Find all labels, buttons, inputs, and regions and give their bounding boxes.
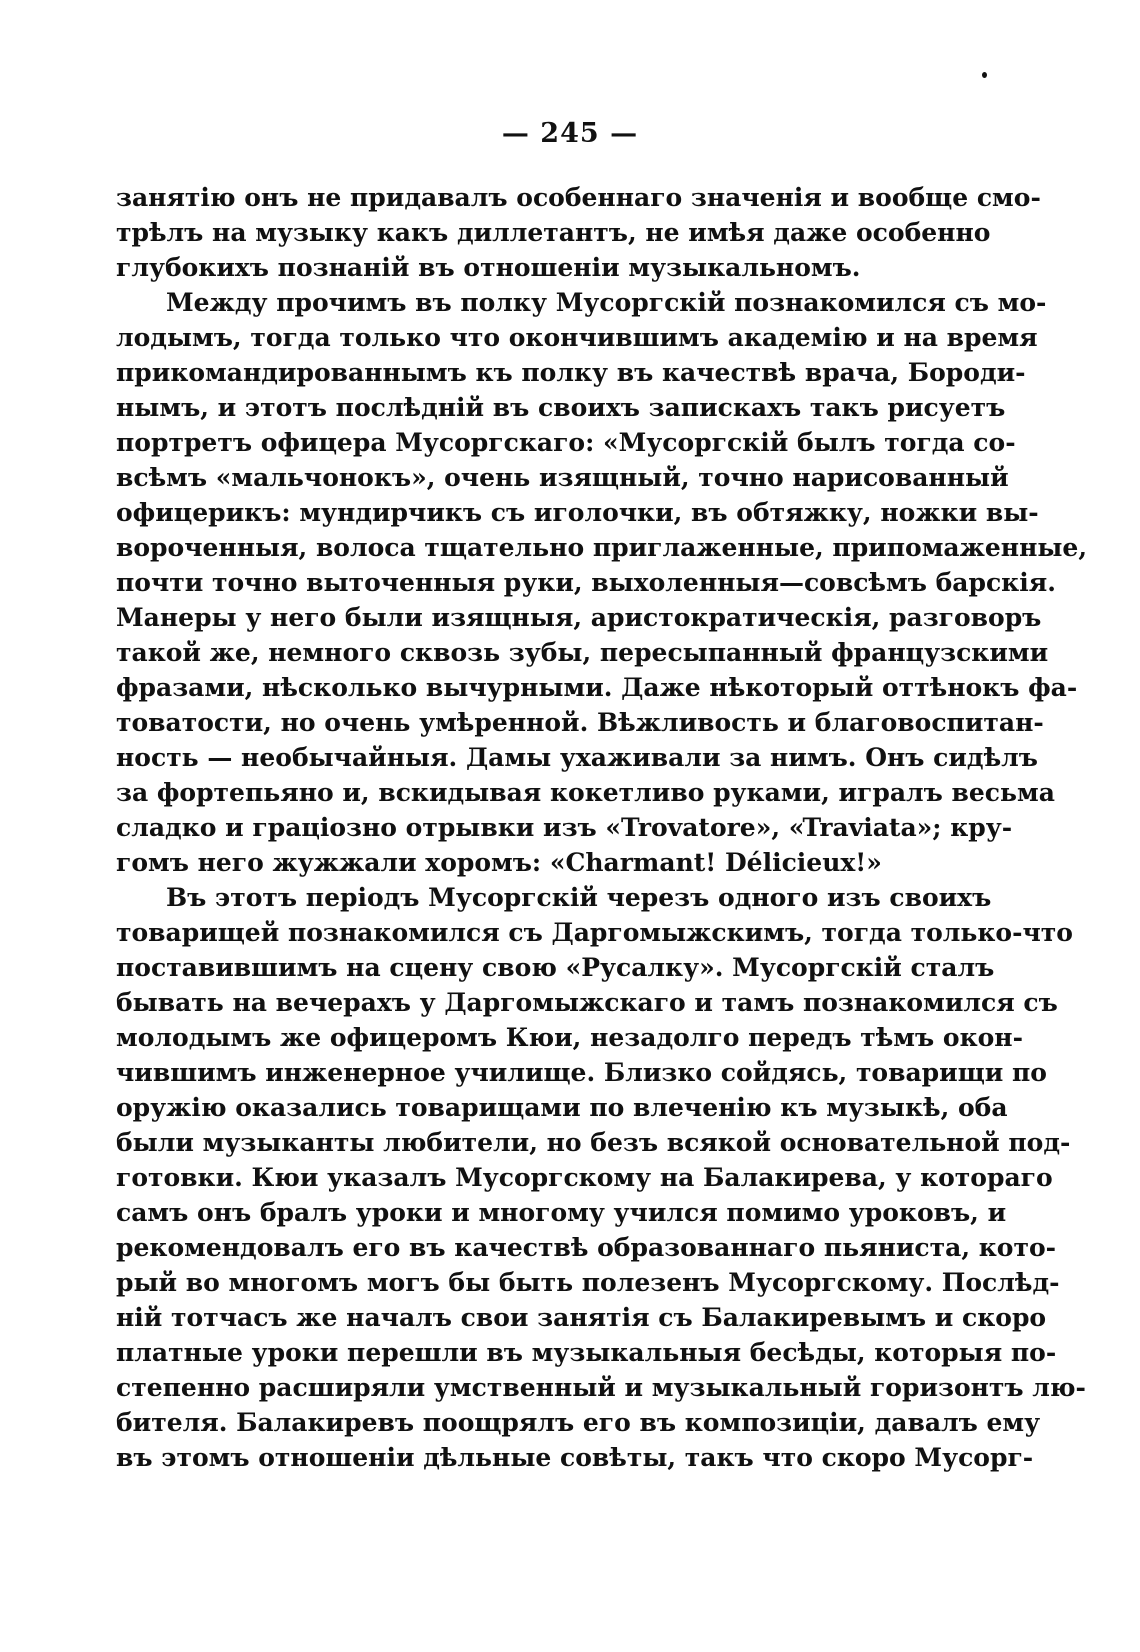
text-line: ность — необычайныя. Дамы ухаживали за нимъ. Онъ сидѣлъ: [116, 743, 1038, 772]
text-line: товатости, но очень умѣренной. Вѣжливость и благовоспитан-: [116, 708, 1044, 737]
text-line: нымъ, и этотъ послѣдній въ своихъ запискахъ такъ рисуетъ: [116, 393, 1006, 422]
text-line: лодымъ, тогда только что окончившимъ академію и на время: [116, 323, 1038, 352]
text-line: оружію оказались товарищами по влеченію къ музыкѣ, оба: [116, 1093, 1008, 1122]
text-line: глубокихъ познаній въ отношеніи музыкальномъ.: [116, 253, 861, 282]
text-line: Манеры у него были изящныя, аристократическія, разговоръ: [116, 603, 1042, 632]
text-line: прикомандированнымъ къ полку въ качествѣ врача, Бороди-: [116, 358, 1026, 387]
paragraph-start-line: Въ этотъ періодъ Мусоргскій черезъ одного изъ своихъ: [166, 883, 992, 912]
text-line: вороченныя, волоса тщательно приглаженные, припомаженные,: [116, 533, 1088, 562]
text-line: почти точно выточенныя руки, выхоленныя—совсѣмъ барскія.: [116, 568, 1056, 597]
text-line: рый во многомъ могъ бы быть полезенъ Мусоргскому. Послѣд-: [116, 1268, 1060, 1297]
text-line: чившимъ инженерное училище. Близко сойдясь, товарищи по: [116, 1058, 1047, 1087]
text-line: портретъ офицера Мусоргскаго: «Мусоргскій былъ тогда со-: [116, 428, 1016, 457]
text-line: трѣлъ на музыку какъ диллетантъ, не имѣя даже особенно: [116, 218, 991, 247]
text-line: молодымъ же офицеромъ Кюи, незадолго передъ тѣмъ окон-: [116, 1023, 1023, 1052]
text-line: бывать на вечерахъ у Даргомыжскаго и тамъ познакомился съ: [116, 988, 1058, 1017]
text-line: бителя. Балакиревъ поощрялъ его въ композиціи, давалъ ему: [116, 1408, 1041, 1437]
text-line: поставившимъ на сцену свою «Русалку». Мусоргскій сталъ: [116, 953, 995, 982]
text-line: въ этомъ отношеніи дѣльные совѣты, такъ что скоро Мусорг-: [116, 1443, 1034, 1472]
text-line: ній тотчасъ же началъ свои занятія съ Балакиревымъ и скоро: [116, 1303, 1047, 1332]
text-line: занятію онъ не придавалъ особеннаго значенія и вообще смо-: [116, 183, 1041, 212]
body-text: [116, 180, 1088, 1475]
text-line: самъ онъ бралъ уроки и многому учился помимо уроковъ, и: [116, 1198, 1007, 1227]
text-line: степенно расширяли умственный и музыкальный горизонтъ лю-: [116, 1373, 1086, 1402]
text-line: товарищей познакомился съ Даргомыжскимъ, тогда только-что: [116, 918, 1073, 947]
paragraph-start-line: Между прочимъ въ полку Мусоргскій познакомился съ мо-: [166, 288, 1047, 317]
text-line: офицерикъ: мундирчикъ съ иголочки, въ обтяжку, ножки вы-: [116, 498, 1039, 527]
text-line: всѣмъ «мальчонокъ», очень изящный, точно нарисованный: [116, 463, 1009, 492]
ink-speck: [982, 72, 987, 78]
text-line: готовки. Кюи указалъ Мусоргскому на Балакирева, у котораго: [116, 1163, 1053, 1192]
text-line: сладко и граціозно отрывки изъ «Trovatore», «Traviata»; кру-: [116, 813, 1013, 842]
text-line: фразами, нѣсколько вычурными. Даже нѣкоторый оттѣнокъ фа-: [116, 673, 1078, 702]
text-line: рекомендовалъ его въ качествѣ образованнаго пьяниста, кото-: [116, 1233, 1057, 1262]
text-line: такой же, немного сквозь зубы, пересыпанный французскими: [116, 638, 1049, 667]
text-line: гомъ него жужжали хоромъ: «Charmant! Délicieux!»: [116, 848, 882, 877]
text-line: были музыканты любители, но безъ всякой основательной под-: [116, 1128, 1071, 1157]
text-line: за фортепьяно и, вскидывая кокетливо руками, игралъ весьма: [116, 778, 1055, 807]
page-number: — 245 —: [501, 118, 639, 149]
text-line: платные уроки перешли въ музыкальныя бесѣды, которыя по-: [116, 1338, 1057, 1367]
